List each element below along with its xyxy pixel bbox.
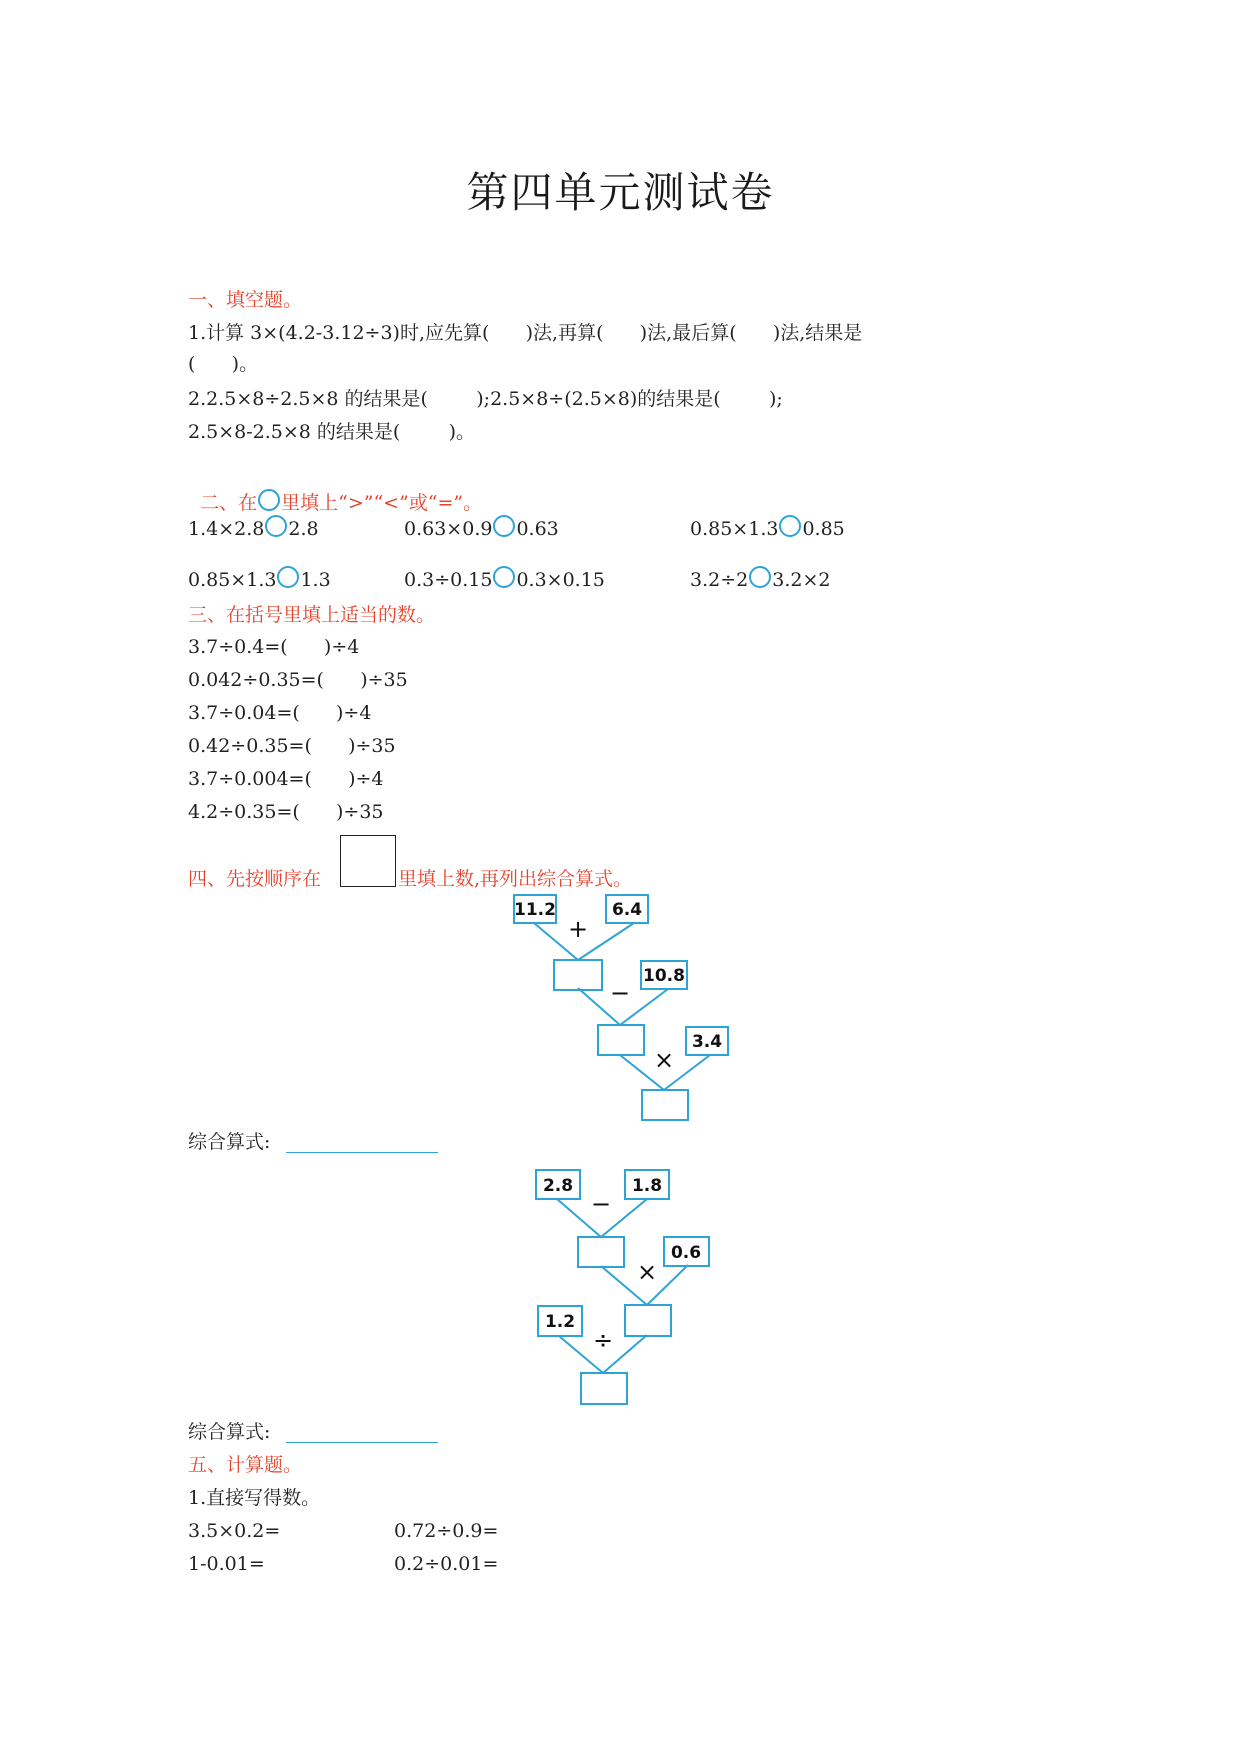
fill-item: 0.42÷0.35=( )÷35 — [188, 735, 396, 757]
calc-item: 1-0.01= — [188, 1553, 265, 1575]
section-4-heading-pre: 四、先按顺序在 — [188, 868, 322, 890]
calc-item: 0.2÷0.01= — [394, 1553, 499, 1575]
compare-left: 3.2÷2 — [690, 569, 749, 591]
formula-answer-line[interactable] — [286, 1442, 438, 1443]
compare-right: 1.3 — [300, 569, 331, 591]
compare-right: 0.63 — [516, 518, 559, 540]
tree1-a: 11.2 — [514, 900, 556, 920]
tree2-op1: − — [590, 1190, 612, 1218]
section-3-heading: 三、在括号里填上适当的数。 — [188, 604, 436, 626]
tree2-d: 1.2 — [544, 1312, 576, 1332]
compare-right: 0.3×0.15 — [516, 569, 605, 591]
calc-item: 0.72÷0.9= — [394, 1520, 499, 1542]
calc-item: 3.5×0.2= — [188, 1520, 281, 1542]
compare-right: 2.8 — [288, 518, 319, 540]
compare-left: 0.85×1.3 — [690, 518, 779, 540]
section-1-heading: 一、填空题。 — [188, 289, 303, 311]
fill-item: 3.7÷0.004=( )÷4 — [188, 768, 384, 790]
compare-left: 0.3÷0.15 — [404, 569, 493, 591]
answer-box[interactable] — [554, 960, 602, 990]
page-title: 第四单元测试卷 — [466, 168, 775, 217]
tree2-a: 2.8 — [542, 1176, 574, 1196]
formula-label-1: 综合算式: — [188, 1131, 271, 1153]
fill-item: 3.7÷0.4=( )÷4 — [188, 636, 360, 658]
formula-label-2: 综合算式: — [188, 1421, 271, 1443]
fill-item: 0.042÷0.35=( )÷35 — [188, 669, 408, 691]
compare-left: 0.63×0.9 — [404, 518, 493, 540]
tree1-op1: + — [567, 915, 589, 943]
tree1-op2: − — [609, 979, 631, 1007]
tree2-c: 0.6 — [670, 1243, 702, 1263]
q1-line1: 1.计算 3×(4.2-3.12÷3)时,应先算( )法,再算( )法,最后算( )法,结果是 — [188, 322, 863, 344]
fill-item: 4.2÷0.35=( )÷35 — [188, 801, 384, 823]
q1-line2: ( )。 — [188, 353, 259, 375]
compare-right: 0.85 — [802, 518, 845, 540]
section-4-heading-post: 里填上数,再列出综合算式。 — [398, 868, 633, 890]
compare-left: 0.85×1.3 — [188, 569, 277, 591]
tree1-b: 6.4 — [611, 900, 643, 920]
answer-box[interactable] — [581, 1373, 627, 1404]
sub-question: 1.直接写得数。 — [188, 1487, 321, 1509]
answer-box[interactable] — [598, 1025, 644, 1055]
tree1-d: 3.4 — [691, 1032, 723, 1052]
compare-left: 1.4×2.8 — [188, 518, 265, 540]
q2-line2: 2.5×8-2.5×8 的结果是( )。 — [188, 421, 476, 443]
tree1-op3: × — [653, 1046, 675, 1074]
section-5-heading: 五、计算题。 — [188, 1454, 303, 1476]
formula-answer-line[interactable] — [286, 1152, 438, 1153]
section-2-heading-post: 里填上“>”“<”或“=”。 — [281, 492, 483, 514]
tree1-c: 10.8 — [643, 966, 685, 986]
fill-item: 3.7÷0.04=( )÷4 — [188, 702, 372, 724]
answer-box[interactable] — [578, 1237, 624, 1267]
tree2-b: 1.8 — [631, 1176, 663, 1196]
tree2-op2: × — [636, 1258, 658, 1286]
section-2-heading-pre: 二、在 — [200, 492, 258, 514]
tree2-op3: ÷ — [592, 1326, 614, 1354]
compare-right: 3.2×2 — [772, 569, 831, 591]
q2-line1: 2.2.5×8÷2.5×8 的结果是( );2.5×8÷(2.5×8)的结果是( ); — [188, 388, 783, 410]
answer-box[interactable] — [642, 1090, 688, 1120]
answer-box[interactable] — [625, 1305, 671, 1336]
